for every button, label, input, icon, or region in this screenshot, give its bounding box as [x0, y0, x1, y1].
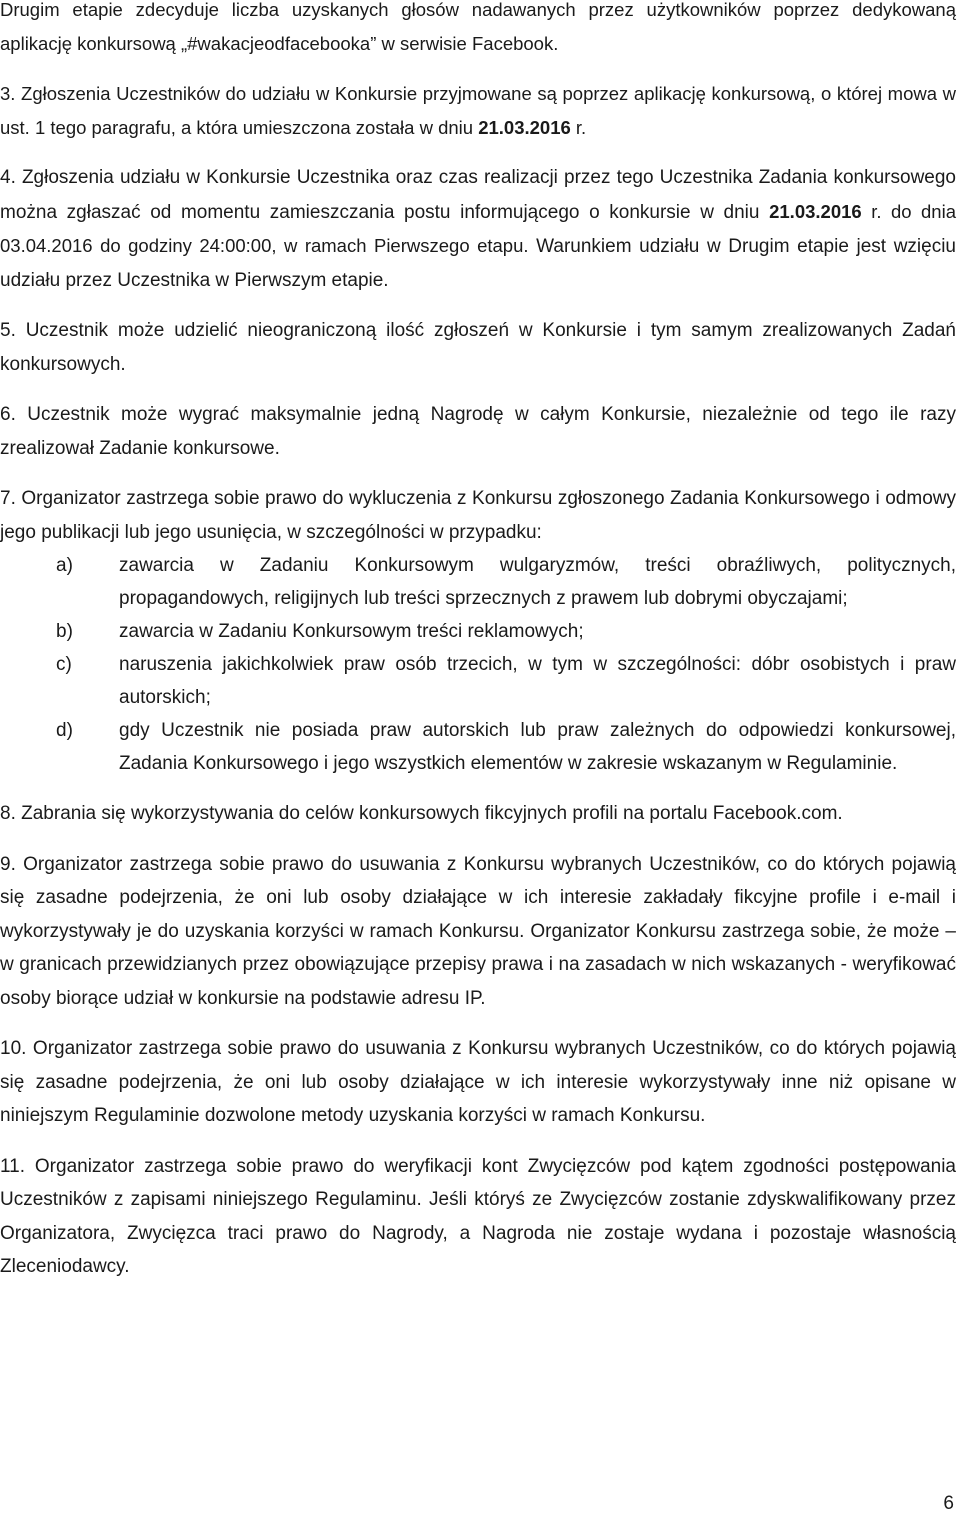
spacer: [0, 1015, 956, 1032]
exclusion-list: [0, 549, 956, 780]
list-item-text: gdy Uczestnik nie posiada praw autorskich lub praw zależnych do odpowiedzi konkursowej, Zadania Konkursowego i jego wszystkich elementów w zakresie wskazanym w Regulaminie.: [119, 720, 956, 774]
list-item-text: naruszenia jakichkolwiek praw osób trzecich, w tym w szczególności: dóbr osobistych i praw autorskich;: [119, 654, 956, 708]
spacer: [0, 381, 956, 398]
paragraph-4-text-c: Warunkiem udziału w Drugim etapie jest wzięciu udziału przez Uczestnika w Pierwszym etapie.: [0, 236, 956, 291]
spacer: [0, 780, 956, 797]
list-marker: b): [56, 621, 73, 642]
paragraph-3-tail: r.: [570, 116, 587, 138]
list-item: [0, 549, 956, 615]
list-marker: a): [56, 555, 73, 576]
list-item-text: zawarcia w Zadaniu Konkursowym wulgaryzmów, treści obraźliwych, politycznych, propagandowych, religijnych lub treści sprzecznych z prawem lub dobrymi obyczajami;: [119, 555, 956, 609]
list-item: [0, 615, 956, 648]
paragraph-4-date: 21.03.2016: [769, 200, 862, 222]
spacer: [0, 1133, 956, 1150]
paragraph-3: [0, 77, 956, 144]
paragraph-10: 10. Organizator zastrzega sobie prawo do usuwania z Konkursu wybranych Uczestników, co do których pojawią się zasadne podejrzenia, że oni lub osoby działające w ich interesie wykorzystywały inne niż opisane w niniejszym Regulaminie dozwolone metody uzyskania korzyści w ramach Konkursu.: [0, 1038, 956, 1126]
spacer: [0, 297, 956, 314]
spacer: [0, 144, 956, 161]
list-item: [0, 648, 956, 714]
spacer: [0, 60, 956, 77]
paragraph-11: 11. Organizator zastrzega sobie prawo do weryfikacji kont Zwycięzców pod kątem zgodności postępowania Uczestników z zapisami niniejszego Regulaminu. Jeśli któryś ze Zwycięzców zostanie zdyskwalifikowany przez Organizatora, Zwycięzca traci prawo do Nagrody, a Nagroda nie zostaje wydana i pozostaje własnością Zleceniodawcy.: [0, 1155, 956, 1277]
paragraph-5: 5. Uczestnik może udzielić nieograniczoną ilość zgłoszeń w Konkursie i tym samym zrealizowanych Zadań konkursowych.: [0, 320, 956, 375]
spacer: [0, 831, 956, 848]
paragraph-4: [0, 161, 956, 297]
paragraph-stage-two: Drugim etapie zdecyduje liczba uzyskanych głosów nadawanych przez użytkowników poprzez dedykowaną aplikację konkursową „#wakacjeodfacebooka” w serwisie Facebook.: [0, 0, 956, 54]
paragraph-7: 7. Organizator zastrzega sobie prawo do wykluczenia z Konkursu zgłoszonego Zadania Konkursowego i odmowy jego publikacji lub jego usunięcia, w szczególności w przypadku:: [0, 488, 956, 543]
list-marker: d): [56, 720, 73, 741]
paragraph-3-date: 21.03.2016: [478, 116, 571, 138]
list-item-text: zawarcia w Zadaniu Konkursowym treści reklamowych;: [119, 621, 584, 642]
paragraph-8: 8. Zabrania się wykorzystywania do celów konkursowych fikcyjnych profili na portalu Facebook.com.: [0, 803, 843, 824]
paragraph-9: 9. Organizator zastrzega sobie prawo do usuwania z Konkursu wybranych Uczestników, co do których pojawią się zasadne podejrzenia, że oni lub osoby działające w ich interesie zakładały fikcyjne profile i e-mail i wykorzystywały je do uzyskania korzyści w ramach Konkursu. Organizator Konkursu zastrzega sobie, że może – w granicach przewidzianych przez obowiązujące przepisy prawa i na zasadach w nich wskazanych - weryfikować osoby biorące udział w konkursie na podstawie adresu IP.: [0, 853, 956, 1009]
spacer: [0, 465, 956, 482]
paragraph-6: 6. Uczestnik może wygrać maksymalnie jedną Nagrodę w całym Konkursie, niezależnie od tego ile razy zrealizował Zadanie konkursowe.: [0, 404, 956, 459]
list-marker: c): [56, 654, 72, 675]
page-number: 6: [943, 1493, 954, 1514]
paragraph-4-text-a: 4. Zgłoszenia udziału w Konkursie Uczestnika oraz czas realizacji przez tego Uczestnika Zadania konkursowego można zgłaszać od momentu zamieszczania postu informującego o konkursie w dniu: [0, 167, 956, 223]
list-item: [0, 714, 956, 780]
paragraph-4-text-b: r. do dnia 03.04.2016 do godziny 24:00:00, w ramach Pierwszego etapu.: [0, 200, 956, 256]
paragraph-3-text: 3. Zgłoszenia Uczestników do udziału w Konkursie przyjmowane są poprzez aplikację konkursową, o której mowa w ust. 1 tego paragrafu, a która umieszczona została w dniu: [0, 83, 956, 138]
